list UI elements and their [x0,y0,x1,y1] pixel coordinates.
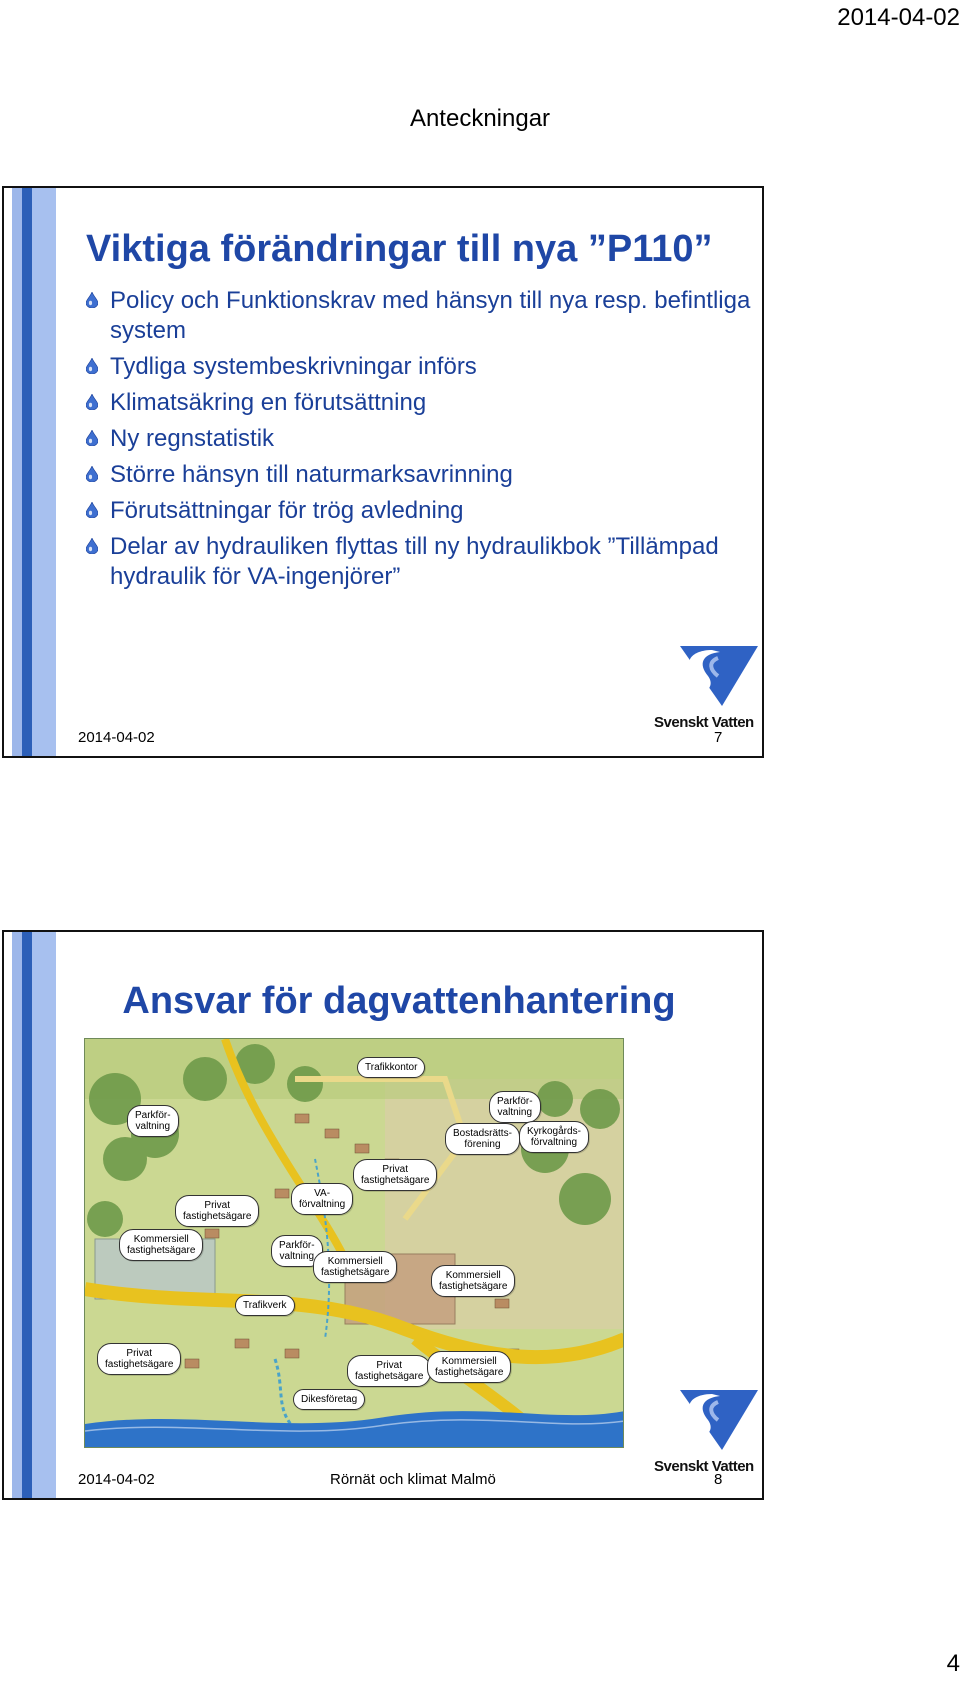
logo-text: Svenskt Vatten [654,714,754,731]
slide-footer: Rörnät och klimat Malmö [330,1471,496,1488]
slide-number: 7 [714,729,723,746]
bullet-text: Policy och Funktionskrav med hänsyn till nya resp. befintliga system [110,287,751,344]
responsibility-map [84,1038,624,1448]
slide-band [32,188,56,756]
slide-date: 2014-04-02 [78,729,155,746]
slide-7 [2,186,764,758]
water-drop-icon [86,430,98,446]
bullet-text: Större hänsyn till naturmarksavrinning [110,461,513,488]
water-drop-icon [86,502,98,518]
bullet-text: Klimatsäkring en förutsättning [110,389,427,416]
map-callout: Bostadsrätts- förening [445,1123,520,1155]
water-drop-icon [86,538,98,554]
bullet-item [84,460,764,490]
bullet-list [84,286,764,598]
map-callout: Kommersiell fastighetsägare [313,1251,397,1283]
map-callout: Privat fastighetsägare [97,1343,181,1375]
map-callout: Privat fastighetsägare [347,1355,431,1387]
bullet-text: Förutsättningar för trög avledning [110,497,464,524]
logo-text: Svenskt Vatten [654,1458,754,1475]
slide-title: Ansvar för dagvattenhantering [122,980,676,1022]
bullet-item [84,388,764,418]
map-callout: Privat fastighetsägare [353,1159,437,1191]
bullet-text: Ny regnstatistik [110,425,275,452]
slide-date: 2014-04-02 [78,1471,155,1488]
slide-title: Viktiga förändringar till nya ”P110” [86,228,713,270]
slide-number: 8 [714,1471,723,1488]
svenskt-vatten-logo-icon [652,640,762,740]
slide-band [12,188,22,756]
map-callout: Trafikverk [235,1295,295,1316]
page-heading: Anteckningar [409,105,551,132]
map-callout: VA- förvaltning [291,1183,353,1215]
map-callout: Parkför- valtning [127,1105,179,1137]
slide-band [22,188,32,756]
bullet-item [84,286,764,346]
map-callout: Kommersiell fastighetsägare [119,1229,203,1261]
bullet-item [84,424,764,454]
map-callout: Parkför- valtning [271,1235,323,1267]
map-callout: Dikesföretag [293,1389,365,1410]
svenskt-vatten-logo-icon [652,1384,762,1484]
map-callout: Trafikkontor [357,1057,425,1078]
water-drop-icon [86,394,98,410]
map-callout: Kommersiell fastighetsägare [427,1351,511,1383]
logo-mark [652,1384,762,1454]
page-number: 4 [946,1650,960,1677]
logo-mark [652,640,762,710]
map-callout: Kommersiell fastighetsägare [431,1265,515,1297]
map-callout: Parkför- valtning [489,1091,541,1123]
map-callout: Kyrkogårds- förvaltning [519,1121,589,1153]
slide-band [4,188,12,756]
slide-8 [2,930,764,1500]
water-drop-icon [86,292,98,308]
bullet-item [84,532,764,592]
bullet-text: Delar av hydrauliken flyttas till ny hydraulikbok ”Tillämpad hydraulik för VA-ingenjörer” [110,533,719,590]
bullet-item [84,352,764,382]
water-drop-icon [86,466,98,482]
page-date: 2014-04-02 [837,4,960,31]
bullet-text: Tydliga systembeskrivningar införs [110,353,477,380]
map-callout: Privat fastighetsägare [175,1195,259,1227]
water-drop-icon [86,358,98,374]
bullet-item [84,496,764,526]
